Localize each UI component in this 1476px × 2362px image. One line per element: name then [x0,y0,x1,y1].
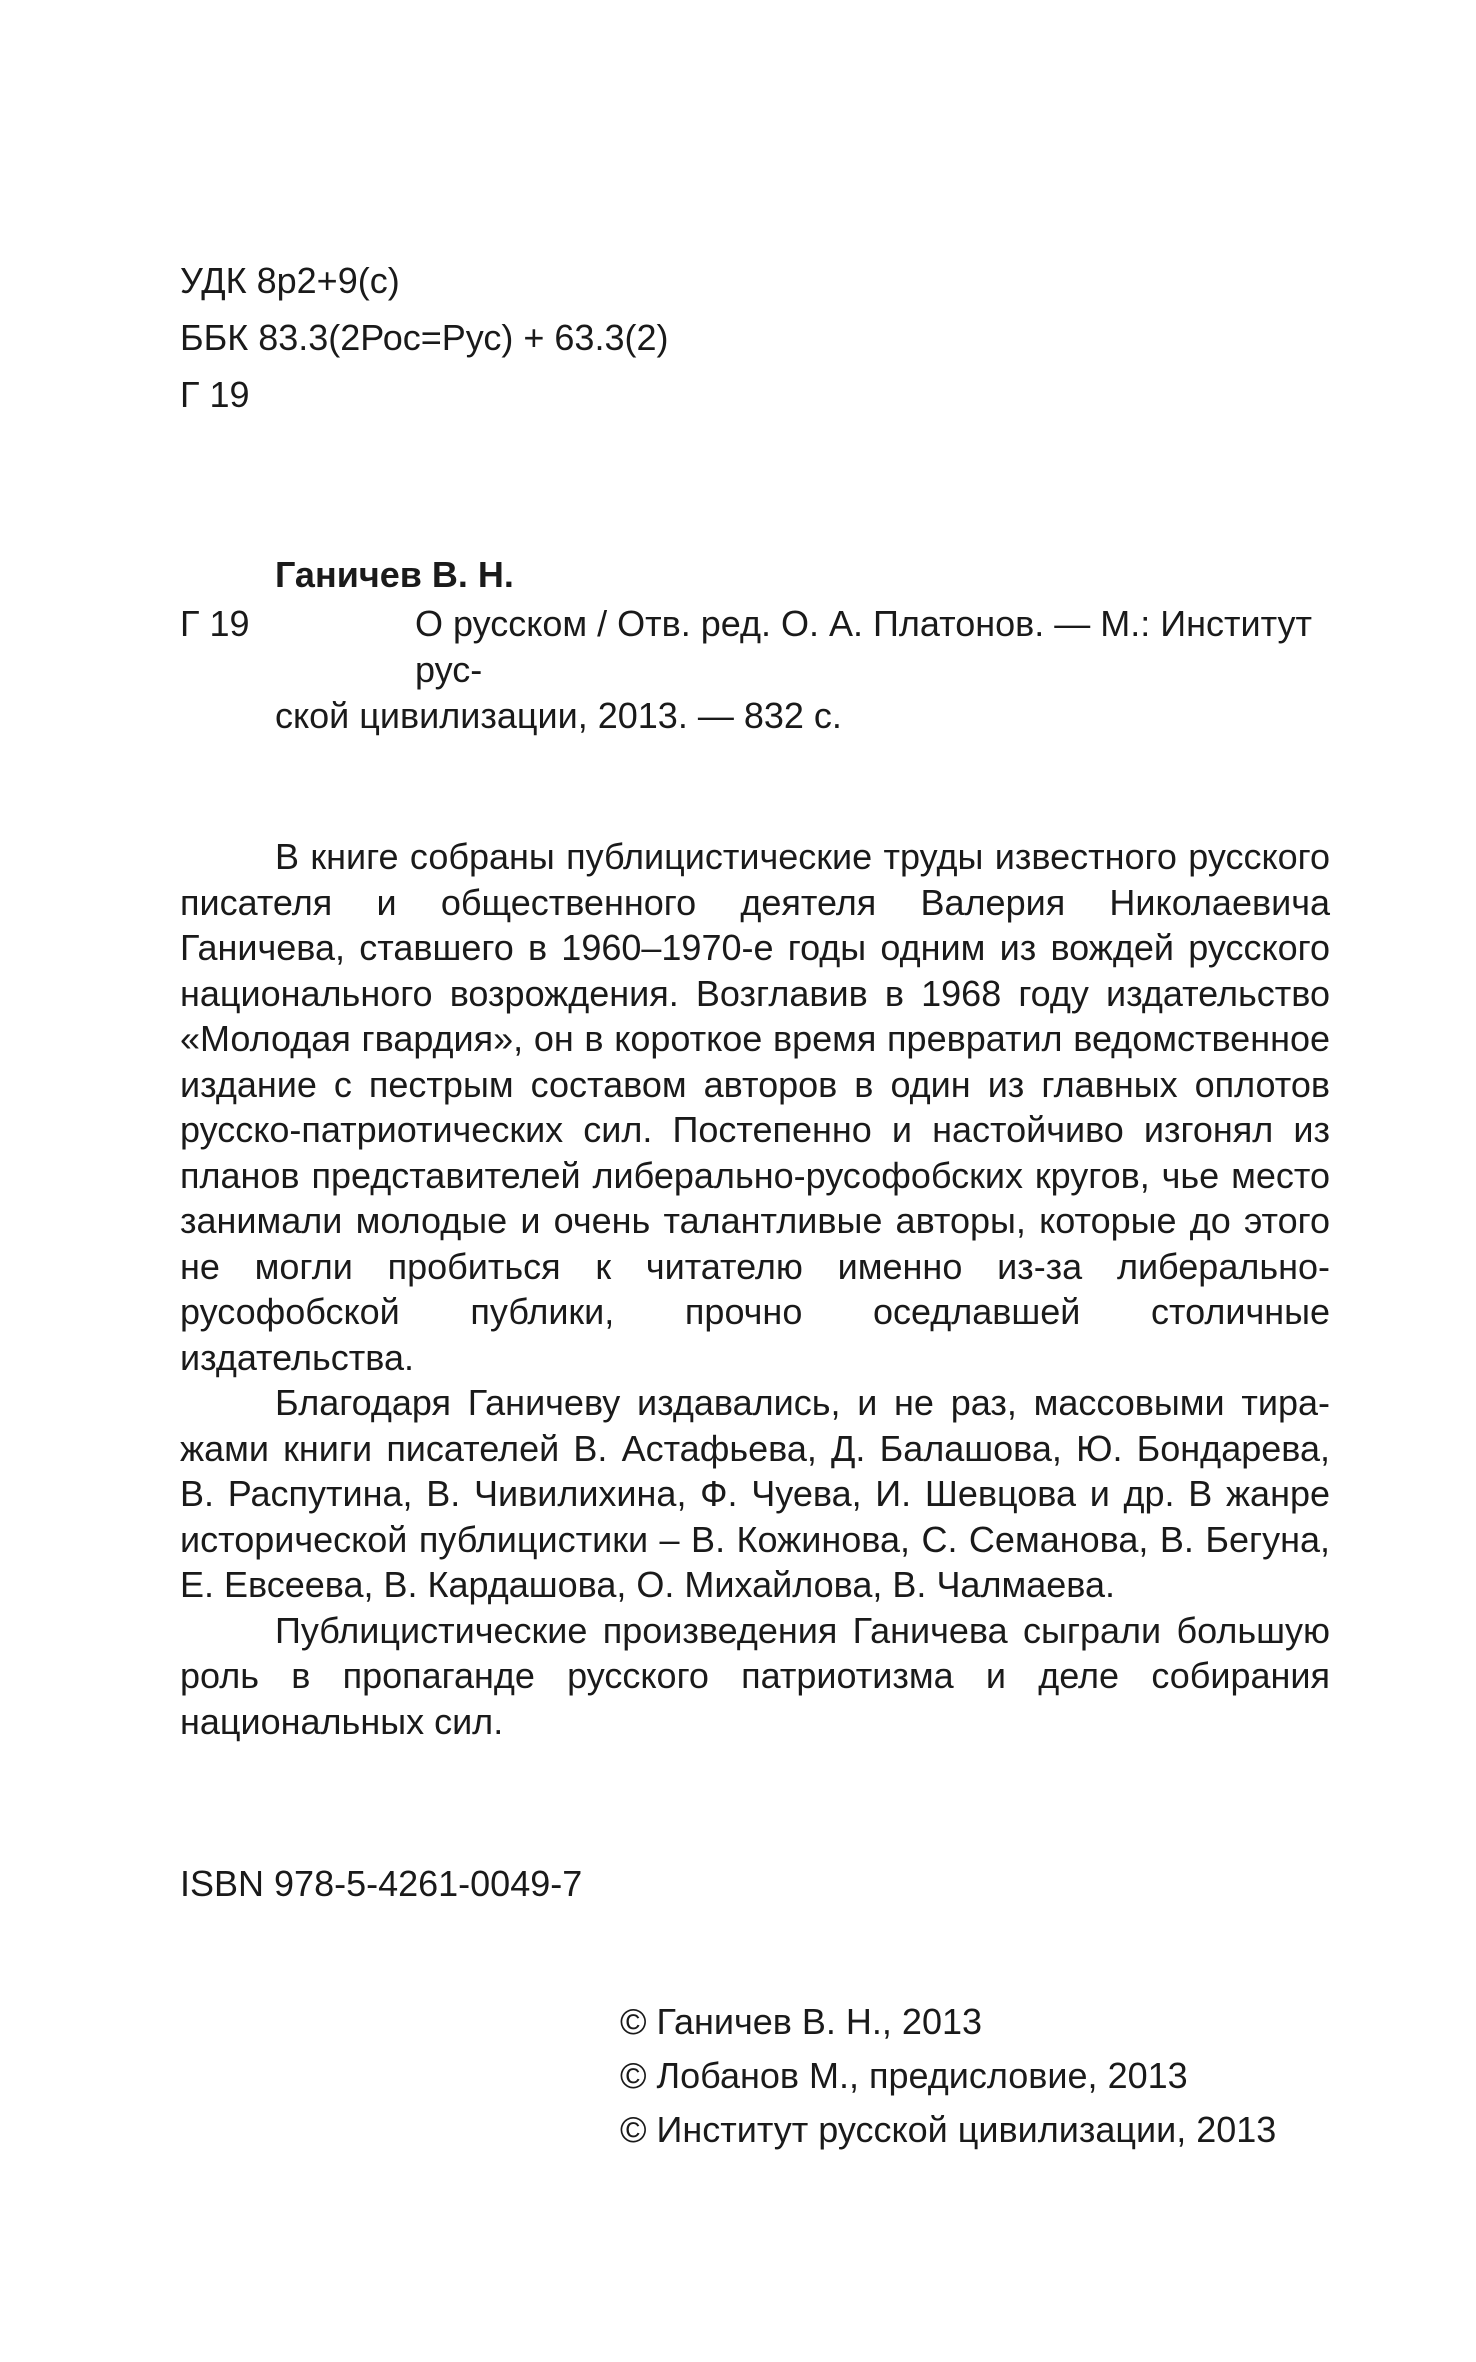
abstract [180,834,1330,1744]
author-mark: Г 19 [180,374,250,415]
copyright-block [620,1995,1276,2157]
isbn: ISBN 978-5-4261-0049-7 [180,1863,583,1904]
bbk-code: ББК 83.3(2Рос=Рус) + 63.3(2) [180,317,669,358]
copyright-line: © Лобанов М., предисловие, 2013 [620,2055,1188,2096]
author-name: Ганичев В. Н. [275,554,514,595]
record-code: Г 19 [180,603,250,644]
udk-code: УДК 8р2+9(с) [180,260,400,301]
abstract-paragraph: Публицистические произведения Ганичева сыграли большую роль в пропаганде русского патриотизма и деле собирания национальных сил. [180,1609,1330,1742]
classification-block [180,252,668,423]
abstract-paragraph: В книге собраны публицистические труды известного русского писателя и общественного деятеля Валерия Николаевича Ганичева, ставшего в 1960–1970-е годы одним из вождей русского национального возрождения. Возглавив в 1968 году издательство «Молодая гвардия», он в короткое время превратил ведомственное издание с пестрым составом авторов в один из главных оплотов русско-патриотических сил. Постепенно и настойчиво изгонял из планов представителей либерально-русофобских кругов, чье место занимали молодые и очень талантливые авторы, которые до этого не могли пробиться к читателю именно из-за либерально-русофобской публики, прочно оседлавшей столичные издательства. [180,836,1330,1378]
record-line-2: ской цивилизации, 2013. — 832 с. [275,695,842,736]
record-description [275,601,1330,739]
record-line-1: О русском / Отв. ред. О. А. Платонов. — М.: Институт рус- [415,603,1313,690]
copyright-line: © Ганичев В. Н., 2013 [620,2001,983,2042]
copyright-line: © Институт русской цивилизации, 2013 [620,2109,1277,2150]
abstract-paragraph: Благодаря Ганичеву издавались, и не раз, массовыми тиражами книги писателей В. Астафьева, Д. Балашова, Ю. Бондарева, В. Распутина, В. Чивилихина, Ф. Чуева, И. Шевцова и др. В жанре исторической публицистики – В. Кожинова, С. Семанова, В. Бегуна, Е. Евсеева, В. Кардашова, О. Михайлова, В. Чалмаева. [180,1382,1330,1605]
